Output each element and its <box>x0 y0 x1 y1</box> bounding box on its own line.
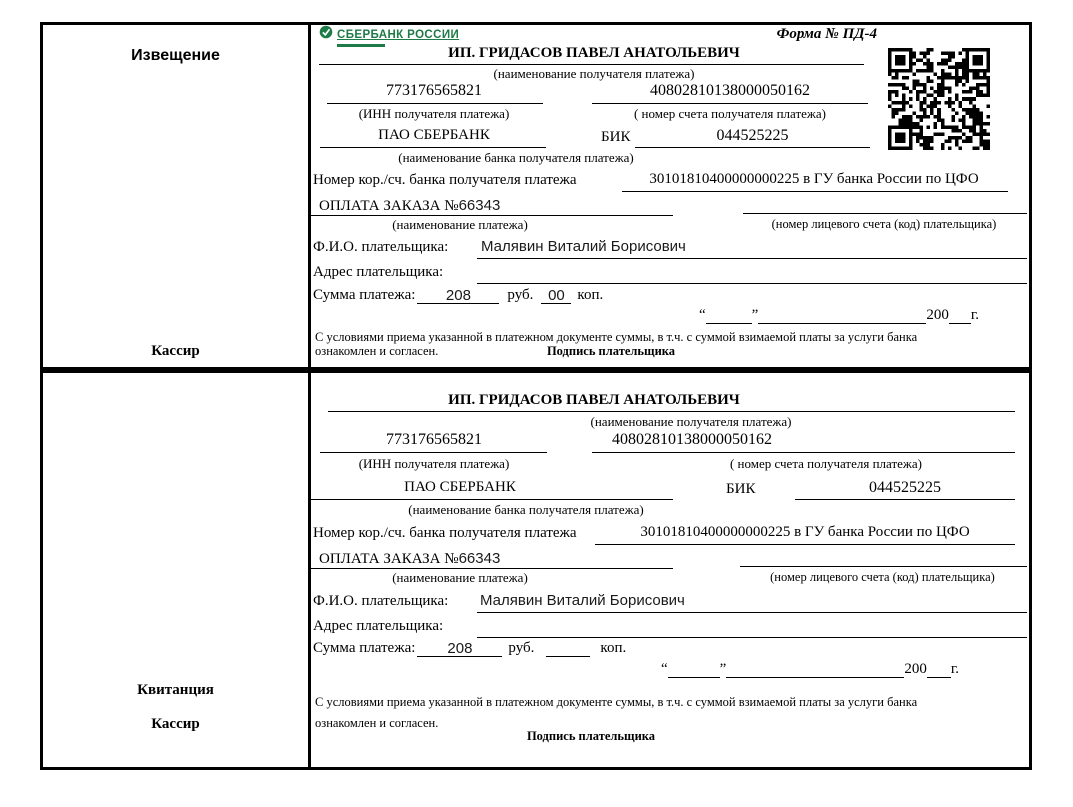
bik-line <box>635 147 870 148</box>
sberbank-logo-icon <box>319 25 333 39</box>
personal-account-line <box>743 213 1027 214</box>
date-year-blank <box>949 307 971 324</box>
account-caption: ( номер счета получателя платежа) <box>633 106 827 121</box>
sberbank-logo-wordmark <box>337 25 459 47</box>
payment-purpose-label: ОПЛАТА ЗАКАЗА № <box>319 198 459 214</box>
bank-name-caption: (наименование банка получателя платежа) <box>398 150 634 165</box>
account-value: 40802810138000050162 <box>650 82 810 99</box>
recipient-title-line <box>319 64 864 65</box>
amount-label: Сумма платежа: <box>313 287 416 303</box>
date-month-blank <box>758 307 926 324</box>
bik-label: БИК <box>726 481 756 497</box>
agreement-line1: С условиями приема указанной в платежном документе суммы, в т.ч. с суммой взимаемой платы за услуги банка <box>315 330 918 344</box>
year-prefix: 200 <box>926 307 949 323</box>
payment-purpose-row <box>319 197 500 215</box>
date-row <box>661 661 959 678</box>
year-suffix: г. <box>970 307 980 323</box>
receipt-label: Квитанция <box>137 682 214 698</box>
receipt-section <box>40 370 1032 770</box>
bank-name-line <box>311 499 673 500</box>
payment-purpose-line <box>311 568 673 569</box>
payment-purpose-line <box>311 215 673 216</box>
corr-account-label: Номер кор./сч. банка получателя платежа <box>313 172 577 188</box>
account-line <box>592 103 868 104</box>
personal-account-caption: (номер лицевого счета (код) плательщика) <box>771 217 997 231</box>
sberbank-logo-text: СБЕРБАНК РОССИИ <box>337 29 460 41</box>
cashier-label: Кассир <box>151 716 200 732</box>
open-quote: “ <box>699 307 706 323</box>
payer-name-line <box>477 612 1027 613</box>
corr-account-value: 30101810400000000225 в ГУ банка России по ЦФО <box>649 171 979 187</box>
payer-name-line <box>477 258 1027 259</box>
amount-kop-value: 00 <box>541 287 571 304</box>
payer-address-line <box>477 637 1027 638</box>
cashier-label: Кассир <box>151 343 200 359</box>
recipient-title-caption: (наименование получателя платежа) <box>590 414 792 429</box>
bank-name-value: ПАО СБЕРБАНК <box>404 479 516 495</box>
signature-label: Подпись плательщика <box>526 729 656 743</box>
payment-purpose-row <box>319 550 500 568</box>
open-quote: “ <box>661 661 668 677</box>
corr-account-label: Номер кор./сч. банка получателя платежа <box>313 525 577 541</box>
receipt-form-area <box>311 373 1029 767</box>
date-row <box>699 307 979 324</box>
notice-stub-column <box>43 25 311 367</box>
date-day-blank <box>668 661 720 678</box>
agreement-line1: С условиями приема указанной в платежном документе суммы, в т.ч. с суммой взимаемой платы за услуги банка <box>315 695 918 709</box>
recipient-title: ИП. ГРИДАСОВ ПАВЕЛ АНАТОЛЬЕВИЧ <box>448 45 740 61</box>
personal-account-caption: (номер лицевого счета (код) плательщика) <box>770 570 995 584</box>
signature-label: Подпись плательщика <box>546 344 676 358</box>
receipt-stub-column <box>43 373 311 767</box>
payment-purpose-caption: (наименование платежа) <box>392 570 528 585</box>
amount-rub-value: 208 <box>417 287 499 304</box>
notice-label: Извещение <box>131 47 220 64</box>
agreement-line2: ознакомлен и согласен. <box>315 716 439 730</box>
bank-name-line <box>320 147 546 148</box>
date-day-blank <box>706 307 752 324</box>
inn-value: 773176565821 <box>386 82 482 99</box>
kop-label: коп. <box>577 287 604 303</box>
date-year-blank <box>927 661 951 678</box>
close-quote: ” <box>751 307 759 323</box>
payer-name-value: Малявин Виталий Борисович <box>480 592 685 609</box>
order-number-value: 66343 <box>458 550 501 567</box>
amount-kop-value <box>546 640 590 657</box>
payment-purpose-label: ОПЛАТА ЗАКАЗА № <box>319 551 459 567</box>
sberbank-logo <box>319 25 459 47</box>
date-month-blank <box>726 661 904 678</box>
account-value: 40802810138000050162 <box>612 431 772 448</box>
payer-name-label: Ф.И.О. плательщика: <box>313 593 449 609</box>
bik-value: 044525225 <box>869 479 941 496</box>
notice-section <box>40 22 1032 370</box>
inn-value: 773176565821 <box>386 431 482 448</box>
bank-name-value: ПАО СБЕРБАНК <box>378 127 490 143</box>
notice-form-area <box>311 25 1029 367</box>
inn-line <box>320 452 547 453</box>
year-suffix: г. <box>950 661 960 677</box>
payer-address-label: Адрес плательщика: <box>313 264 444 280</box>
payer-address-line <box>477 283 1027 284</box>
payer-name-value: Малявин Виталий Борисович <box>481 238 686 255</box>
qr-code <box>888 48 990 150</box>
bank-name-caption: (наименование банка получателя платежа) <box>408 502 644 517</box>
bik-label: БИК <box>601 129 631 145</box>
form-number: Форма № ПД-4 <box>776 26 877 42</box>
agreement-line2: ознакомлен и согласен. <box>315 344 439 358</box>
amount-label: Сумма платежа: <box>313 640 416 656</box>
close-quote: ” <box>719 661 727 677</box>
recipient-title: ИП. ГРИДАСОВ ПАВЕЛ АНАТОЛЬЕВИЧ <box>448 392 740 408</box>
payer-address-label: Адрес плательщика: <box>313 618 444 634</box>
inn-caption: (ИНН получателя платежа) <box>358 106 510 121</box>
rub-label: руб. <box>507 287 534 303</box>
year-prefix: 200 <box>904 661 927 677</box>
bik-line <box>795 499 1015 500</box>
account-line <box>592 452 1015 453</box>
account-caption: ( номер счета получателя платежа) <box>729 456 923 471</box>
amount-row <box>313 639 626 657</box>
corr-account-line <box>595 544 1015 545</box>
rub-label: руб. <box>508 640 535 656</box>
recipient-title-line <box>328 411 1015 412</box>
payment-purpose-caption: (наименование платежа) <box>392 217 528 232</box>
corr-account-value: 30101810400000000225 в ГУ банка России по ЦФО <box>640 524 970 540</box>
amount-rub-value: 208 <box>417 640 502 657</box>
bik-value: 044525225 <box>716 127 789 144</box>
order-number-value: 66343 <box>458 197 501 214</box>
personal-account-line <box>740 566 1027 567</box>
kop-label: коп. <box>600 640 627 656</box>
amount-row <box>313 286 603 304</box>
payer-name-label: Ф.И.О. плательщика: <box>313 239 449 255</box>
inn-line <box>327 103 543 104</box>
inn-caption: (ИНН получателя платежа) <box>358 456 510 471</box>
recipient-title-caption: (наименование получателя платежа) <box>493 66 695 81</box>
corr-account-line <box>622 191 1008 192</box>
